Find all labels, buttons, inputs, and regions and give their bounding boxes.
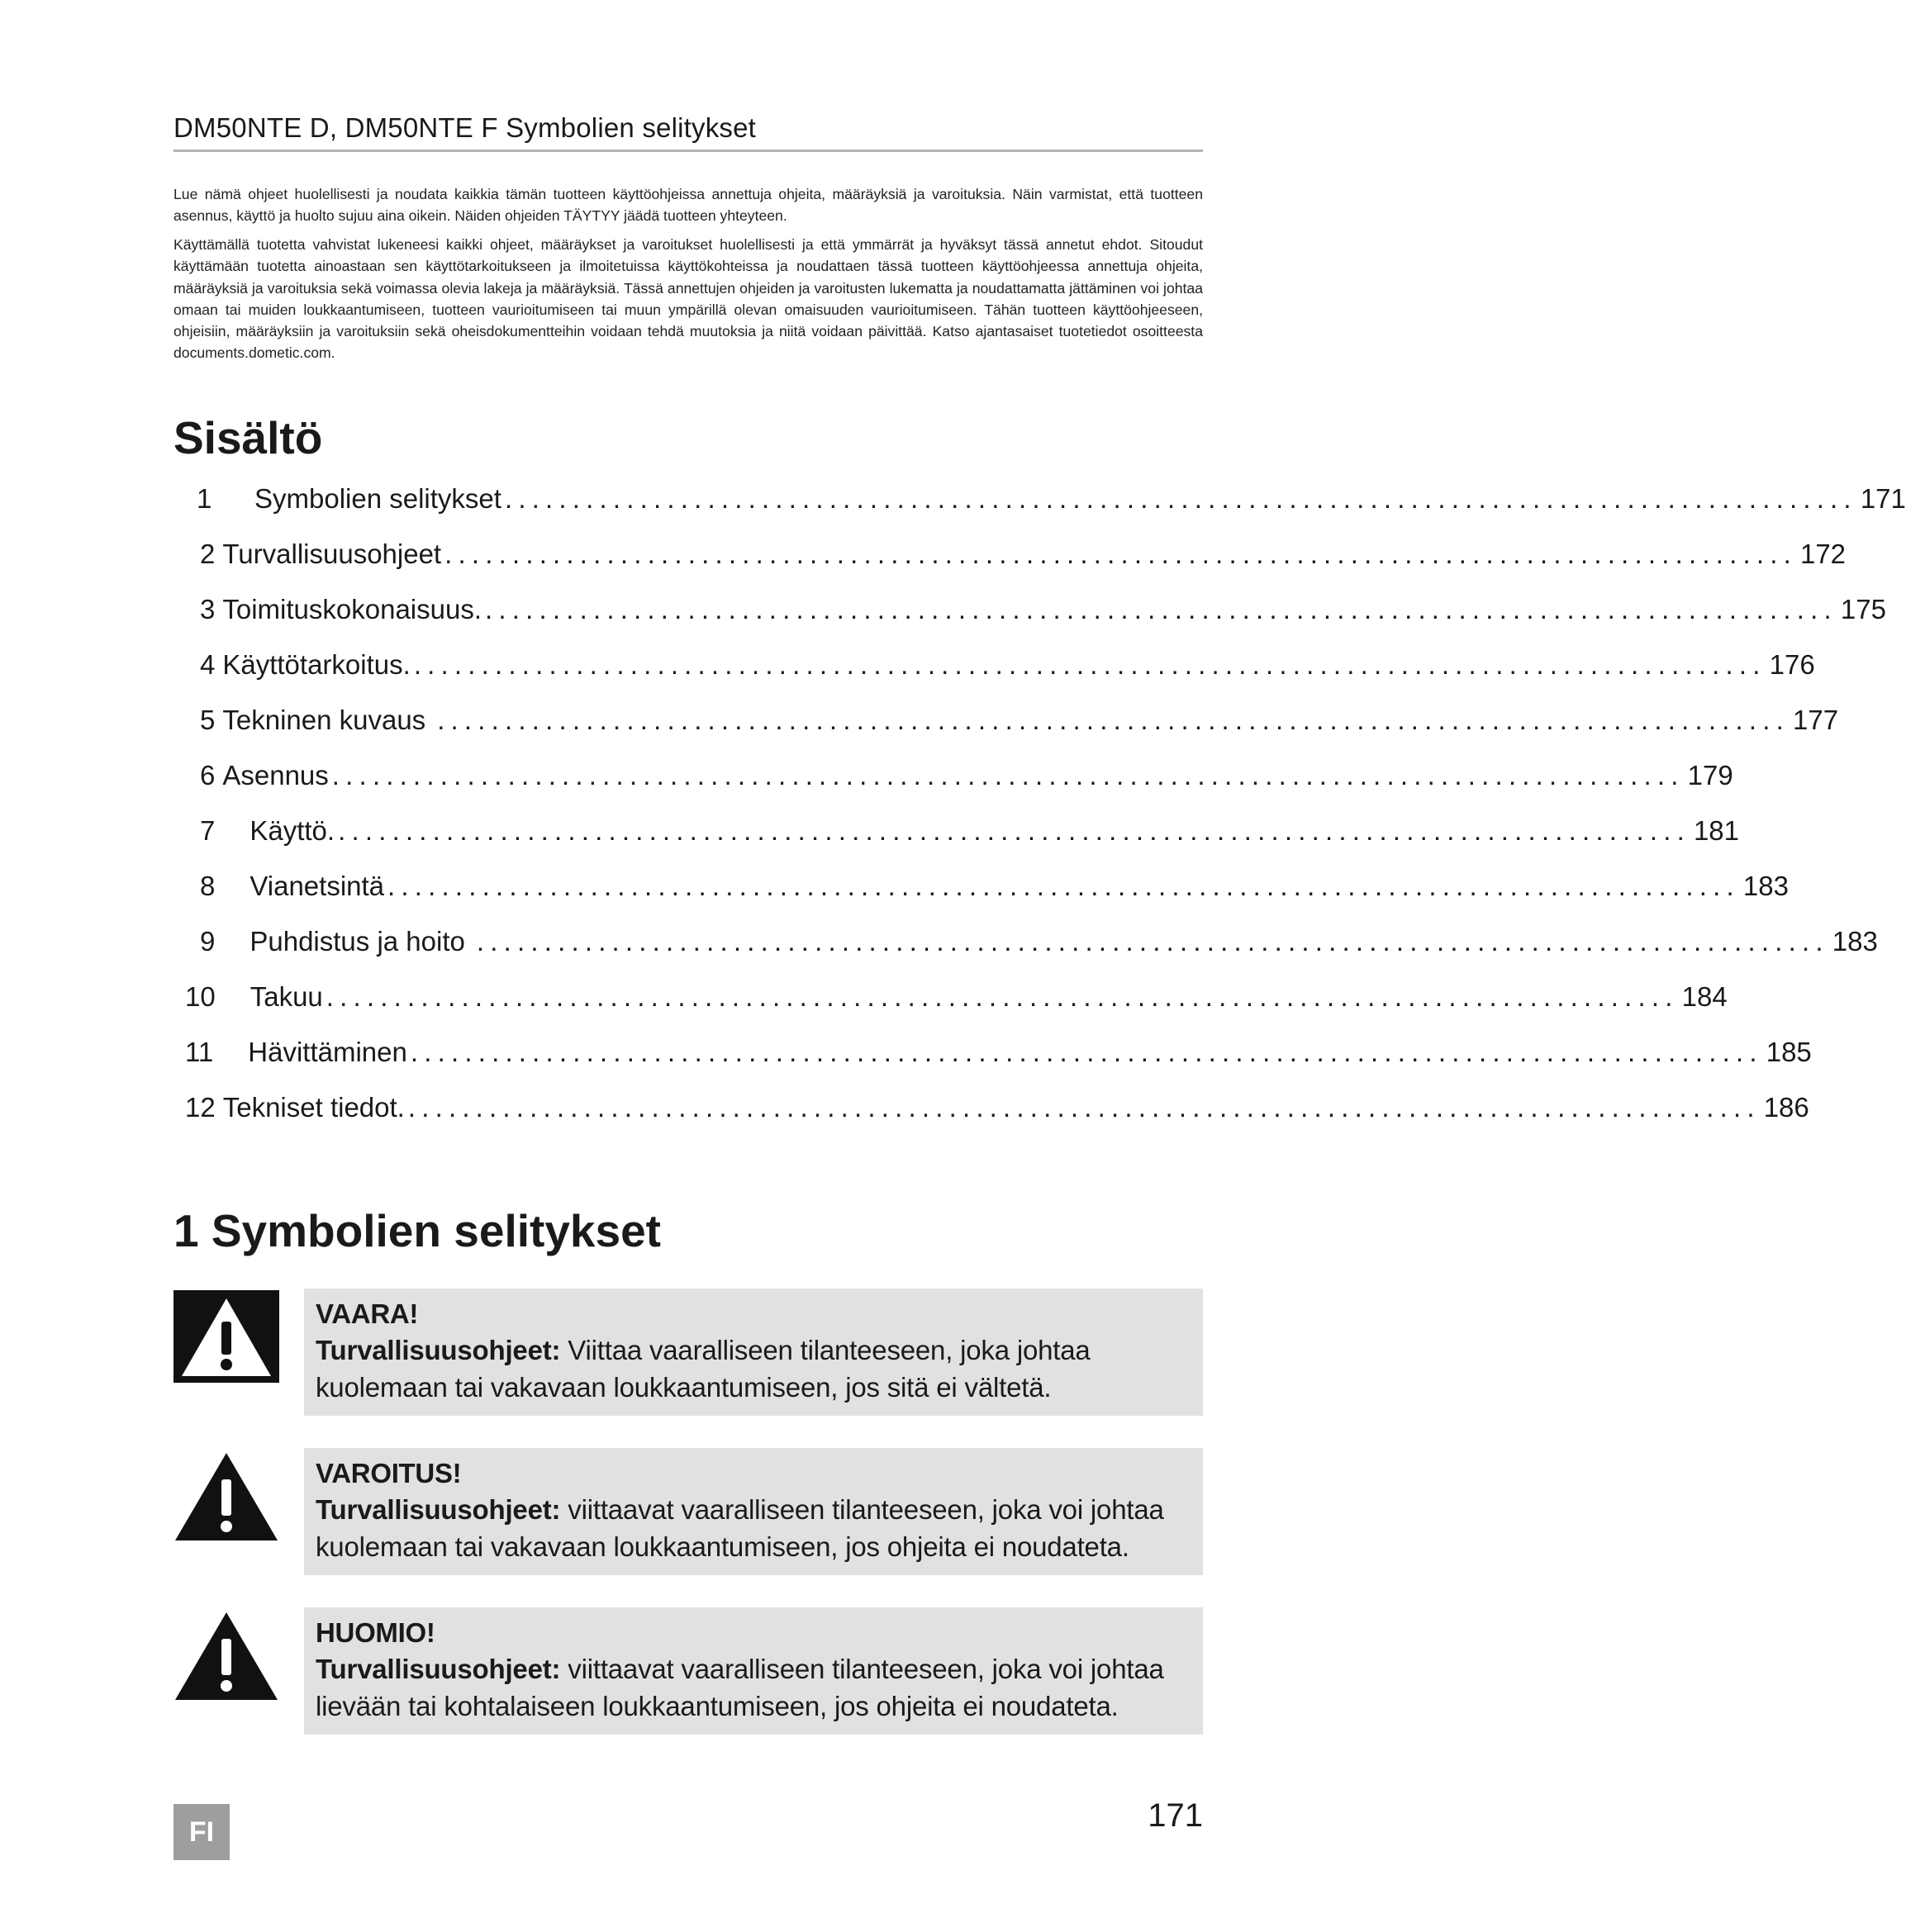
toc-leader-dots: .................................................................................................... — [437, 705, 1790, 735]
toc-entry[interactable] — [200, 539, 1847, 577]
notice-text — [316, 1650, 1191, 1725]
toc-entry-title: Hävittäminen — [248, 1037, 407, 1067]
warning-notice — [173, 1448, 1203, 1575]
toc-entry[interactable] — [200, 705, 1839, 743]
toc-entry-page: 186 — [1763, 1092, 1809, 1123]
toc-entry-page: 171 — [1860, 483, 1906, 514]
toc-entry[interactable] — [185, 1037, 1812, 1075]
caution-triangle-icon — [173, 1609, 279, 1702]
caution-notice-box — [304, 1607, 1203, 1735]
toc-leader-dots: .................................................................................................... — [485, 594, 1837, 624]
notice-body: viittaavat vaaralliseen tilanteeseen, joka voi johtaa lievään tai kohtalaiseen loukkaantumiseen, jos ohjeita ei noudateta. — [316, 1654, 1164, 1721]
section-heading: 1 Symbolien selitykset — [173, 1205, 661, 1256]
toc-entry-title: Puhdistus ja hoito — [250, 926, 465, 957]
toc-entry[interactable] — [200, 815, 1740, 853]
toc-entry-number: 11 — [185, 1037, 214, 1067]
toc-entry[interactable] — [200, 871, 1789, 909]
toc-leader-dots: .................................................................................................... — [387, 871, 1740, 901]
manual-page — [173, 0, 1906, 1932]
toc-entry[interactable] — [200, 926, 1878, 964]
notice-lead: Turvallisuusohjeet: — [316, 1494, 561, 1525]
notice-lead: Turvallisuusohjeet: — [316, 1654, 561, 1684]
toc-entry-number: 7 — [200, 815, 216, 846]
toc-entry[interactable] — [185, 1092, 1809, 1130]
toc-entry-number: 9 — [200, 926, 216, 957]
danger-warning-icon — [173, 1290, 279, 1383]
toc-entry-page: 185 — [1766, 1037, 1812, 1067]
toc-entry-title: Käyttötarkoitus. — [222, 649, 411, 680]
toc-leader-dots: .................................................................................................... — [444, 539, 1797, 569]
toc-entry-number: 5 — [200, 705, 216, 735]
header-rule — [173, 150, 1203, 152]
caution-notice — [173, 1607, 1203, 1735]
toc-leader-dots: .................................................................................................... — [413, 649, 1766, 680]
page-number: 171 — [1148, 1797, 1203, 1834]
intro-paragraph-2: Käyttämällä tuotetta vahvistat lukeneesi kaikki ohjeet, määräykset ja varoitukset huolellisesti ja että ymmärrät ja hyväksyt tässä annetut ehdot. Sitoudut käyttämään tuotetta ainoastaan sen käyttötarkoitukseen ja ilmoitetuissa käyttökohteissa ja noudattaen tässä tuotteen käyttöohjeessa annettuja ohjeita, määräyksiä ja varoituksia sekä voimassa olevia lakeja ja määräyksiä. Tässä annettujen ohjeiden ja varoitusten lukematta ja noudattamatta jättäminen voi johtaa omaan tai muiden loukkaantumiseen, tuotteen vaurioitumiseen tai muun ympärillä olevan omaisuuden vaurioitumiseen. Tähän tuotteen käyttöohjeeseen, ohjeisiin, määräyksiin ja varoituksiin sekä oheisdokumentteihin voidaan tehdä muutoksia ja niitä voidaan päivittää. Katso ajantasaiset tuotetiedot osoitteesta documents.dometic.com. — [173, 236, 1203, 362]
toc-entry-number: 4 — [200, 649, 216, 680]
notice-text — [316, 1332, 1191, 1406]
language-badge: FI — [173, 1804, 230, 1860]
toc-leader-dots: .................................................................................................... — [504, 483, 1857, 514]
notice-label: VAARA! — [316, 1298, 419, 1329]
toc-entry-number: 3 — [200, 594, 216, 624]
toc-entry-number: 8 — [200, 871, 216, 901]
toc-entry-title: Asennus — [222, 760, 329, 790]
toc-entry-title: Turvallisuusohjeet — [222, 539, 442, 569]
toc-entry[interactable] — [200, 649, 1815, 687]
toc-entry-number: 1 — [197, 483, 212, 514]
toc-entry-title: Tekninen kuvaus — [222, 705, 426, 735]
toc-entry-number: 12 — [185, 1092, 216, 1123]
toc-entry-page: 175 — [1840, 594, 1886, 624]
notice-body: viittaavat vaaralliseen tilanteeseen, joka voi johtaa kuolemaan tai vakavaan loukkaantumiseen, jos ohjeita ei noudateta. — [316, 1494, 1164, 1562]
toc-entry-page: 181 — [1693, 815, 1740, 846]
toc-entry-title: Vianetsintä — [250, 871, 385, 901]
danger-notice-box — [304, 1289, 1203, 1416]
toc-entry-page: 177 — [1793, 705, 1839, 735]
toc-leader-dots: .................................................................................................... — [331, 760, 1685, 790]
toc-entry-title: Tekniset tiedot. — [222, 1092, 405, 1123]
toc-entry-page: 176 — [1769, 649, 1815, 680]
toc-leader-dots: .................................................................................................... — [338, 815, 1690, 846]
toc-leader-dots: .................................................................................................... — [410, 1037, 1763, 1067]
toc-entry-number: 2 — [200, 539, 216, 569]
toc-entry-page: 183 — [1742, 871, 1789, 901]
toc-entry[interactable] — [200, 760, 1733, 798]
intro-paragraph-1: Lue nämä ohjeet huolellisesti ja noudata kaikkia tämän tuotteen käyttöohjeissa annettuja ohjeita, määräyksiä ja varoituksia. Näin varmistat, että tuotteen asennus, käyttö ja huolto sujuu aina oikein. Näiden ohjeiden TÄYTYY jäädä tuotteen yhteyteen. — [173, 186, 1203, 225]
running-header: DM50NTE D, DM50NTE F Symbolien selitykset — [173, 112, 757, 143]
toc-entry-page: 183 — [1832, 926, 1878, 957]
warning-notice-box — [304, 1448, 1203, 1575]
toc-entry-title: Käyttö. — [250, 815, 335, 846]
toc-entry-title: Takuu — [250, 981, 323, 1012]
toc-entry-page: 179 — [1687, 760, 1733, 790]
toc-entry[interactable] — [185, 981, 1728, 1019]
toc-entry-page: 172 — [1799, 539, 1847, 569]
toc-entry-title: Symbolien selitykset — [254, 483, 501, 514]
notice-lead: Turvallisuusohjeet: — [316, 1335, 561, 1365]
danger-notice — [173, 1289, 1203, 1416]
notice-label: VAROITUS! — [316, 1458, 462, 1488]
warning-triangle-icon — [173, 1450, 279, 1542]
toc-leader-dots: .................................................................................................... — [326, 981, 1679, 1012]
toc-heading: Sisältö — [173, 412, 323, 463]
toc-entry[interactable] — [200, 594, 1886, 632]
notice-body: Viittaa vaaralliseen tilanteeseen, joka johtaa kuolemaan tai vakavaan loukkaantumiseen, jos sitä ei vältetä. — [316, 1335, 1091, 1403]
toc-leader-dots: .................................................................................................... — [476, 926, 1829, 957]
toc-entry-title: Toimituskokonaisuus. — [222, 594, 482, 624]
toc-entry[interactable] — [197, 483, 1906, 521]
toc-entry-number: 6 — [200, 760, 216, 790]
toc-leader-dots: .................................................................................................... — [407, 1092, 1761, 1123]
notice-text — [316, 1491, 1191, 1565]
toc-entry-page: 184 — [1681, 981, 1728, 1012]
toc-entry-number: 10 — [185, 981, 216, 1012]
notice-label: HUOMIO! — [316, 1617, 435, 1648]
